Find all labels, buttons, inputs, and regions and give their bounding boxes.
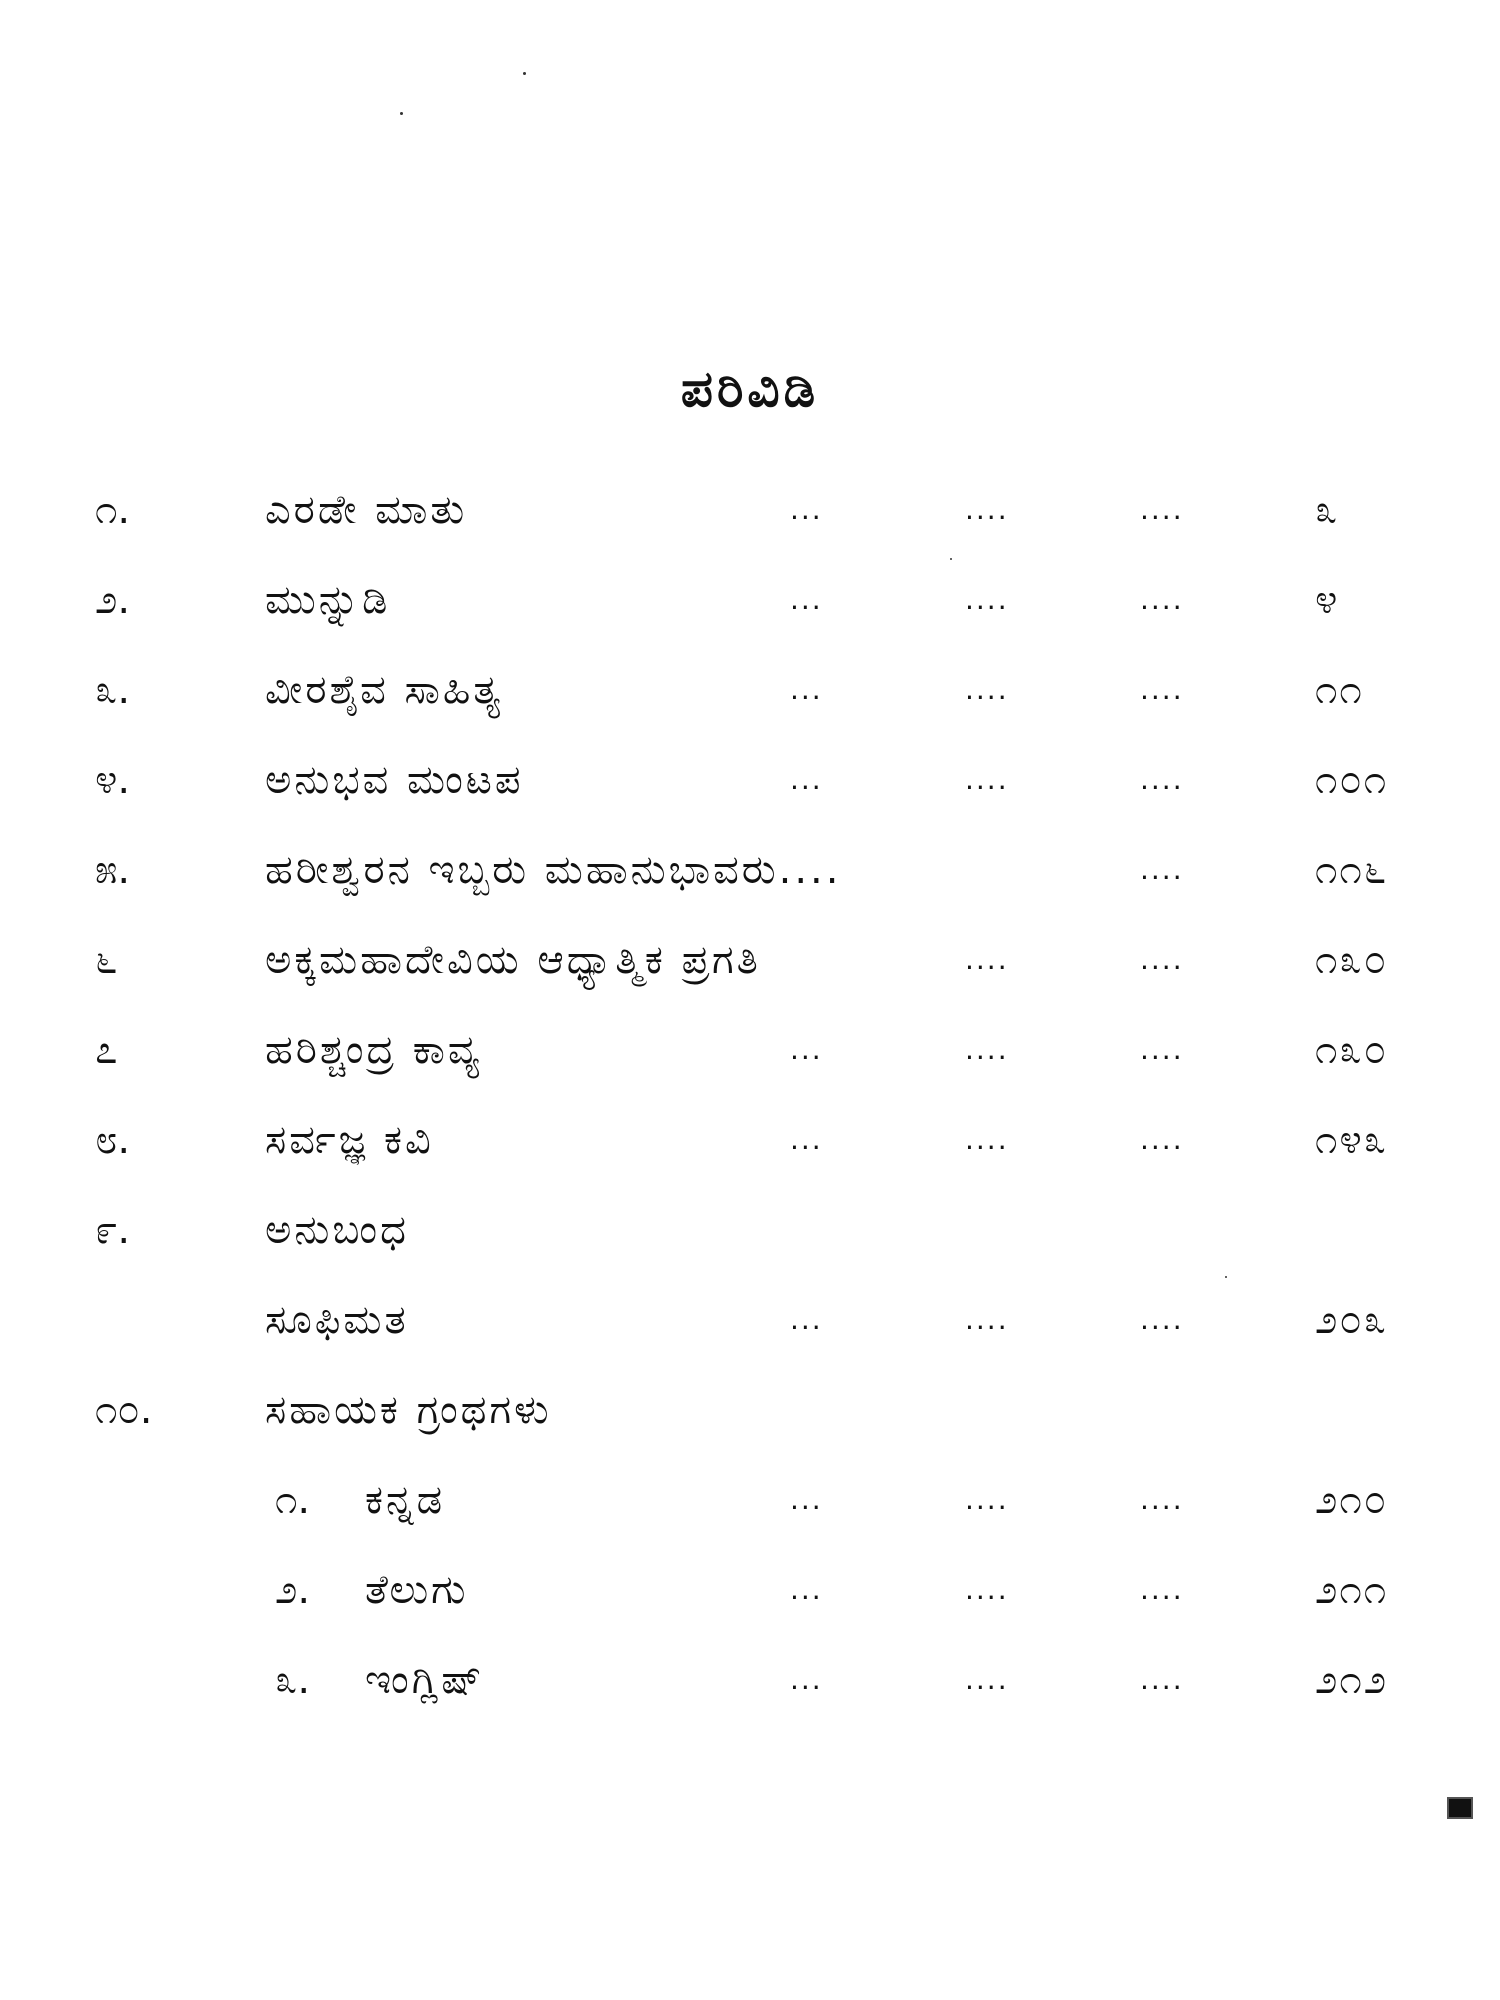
toc-sub-entry: [0, 1470, 1500, 1530]
entry-number: ೫.: [95, 847, 131, 893]
toc-entry: [0, 660, 1500, 720]
entry-title: ಅನುಬಂಧ: [265, 1207, 409, 1253]
entry-title: ಹರಿಶ್ಚಂದ್ರ ಕಾವ್ಯ: [265, 1027, 483, 1073]
entry-page-number: ೩: [1315, 487, 1340, 533]
leader-dots: ....: [965, 1303, 1009, 1336]
leader-dots: ....: [965, 1663, 1009, 1696]
sub-entry-number: ೧.: [275, 1477, 311, 1523]
toc-entry: [0, 840, 1500, 900]
leader-dots: ....: [965, 763, 1009, 796]
leader-dots: ....: [1140, 583, 1184, 616]
leader-dots: ....: [1140, 493, 1184, 526]
entry-page-number: ೪: [1315, 577, 1340, 623]
scan-speck: [950, 558, 952, 560]
entry-page-number: ೧೩೦: [1315, 1027, 1389, 1073]
entry-page-number: ೨೧೦: [1315, 1477, 1389, 1523]
toc-entry: [0, 1380, 1500, 1440]
toc-entry: [0, 1110, 1500, 1170]
sub-entry-title: ಕನ್ನಡ: [365, 1477, 446, 1523]
scan-speck: [400, 112, 403, 115]
leader-dots: ....: [965, 1033, 1009, 1066]
leader-dots: ...: [790, 763, 823, 796]
leader-dots: ...: [790, 1573, 823, 1606]
leader-dots: ....: [1140, 853, 1184, 886]
sub-entry-title: ತೆಲುಗು: [365, 1567, 469, 1613]
entry-page-number: ೧೩೦: [1315, 937, 1389, 983]
entry-title: ಹರೀಶ್ವರನ ಇಬ್ಬರು ಮಹಾನುಭಾವರು....: [265, 847, 842, 893]
leader-dots: ....: [1140, 1483, 1184, 1516]
leader-dots: ...: [790, 673, 823, 706]
toc-entry: [0, 750, 1500, 810]
leader-dots: ...: [790, 1483, 823, 1516]
leader-dots: ...: [790, 1123, 823, 1156]
toc-entry: [0, 480, 1500, 540]
leader-dots: ...: [790, 583, 823, 616]
entry-title: ವೀರಶೈವ ಸಾಹಿತ್ಯ: [265, 667, 504, 713]
leader-dots: ....: [965, 1573, 1009, 1606]
entry-number: ೩.: [95, 667, 131, 713]
entry-page-number: ೨೦೩: [1315, 1297, 1389, 1343]
toc-sub-entry: [0, 1650, 1500, 1710]
entry-page-number: ೧೦೧: [1315, 757, 1389, 803]
leader-dots: ....: [1140, 1123, 1184, 1156]
leader-dots: ....: [965, 943, 1009, 976]
leader-dots: ....: [1140, 673, 1184, 706]
sub-entry-number: ೩.: [275, 1657, 311, 1703]
toc-sub-entry: [0, 1560, 1500, 1620]
entry-number: ೭: [95, 1027, 118, 1073]
leader-dots: ...: [790, 1033, 823, 1066]
leader-dots: ....: [965, 493, 1009, 526]
leader-dots: ....: [1140, 763, 1184, 796]
leader-dots: ....: [1140, 1303, 1184, 1336]
toc-entry: [0, 1290, 1500, 1350]
entry-title: ಅನುಭವ ಮಂಟಪ: [265, 757, 524, 803]
entry-number: ೮.: [95, 1117, 131, 1163]
entry-title: ಸೂಫಿಮತ: [265, 1297, 409, 1343]
toc-entry: [0, 930, 1500, 990]
leader-dots: ....: [1140, 943, 1184, 976]
scan-speck: [1225, 1276, 1227, 1278]
leader-dots: ....: [965, 673, 1009, 706]
scan-speck: [523, 72, 526, 75]
entry-page-number: ೧೧: [1315, 667, 1364, 713]
entry-number: ೪.: [95, 757, 131, 803]
entry-page-number: ೧೧೬: [1315, 847, 1389, 893]
leader-dots: ....: [1140, 1033, 1184, 1066]
scan-marker-square: [1447, 1797, 1473, 1819]
leader-dots: ....: [965, 1483, 1009, 1516]
sub-entry-title: ಇಂಗ್ಲಿಷ್: [365, 1657, 485, 1703]
page-title: ಪರಿವಿಡಿ: [680, 360, 820, 418]
toc-entry: [0, 570, 1500, 630]
entry-title: ಎರಡೇ ಮಾತು: [265, 487, 468, 533]
entry-title: ಸರ್ವಜ್ಞ ಕವಿ: [265, 1117, 434, 1163]
entry-number: ೬: [95, 937, 118, 983]
entry-number: ೯.: [95, 1207, 131, 1253]
entry-number: ೧೦.: [95, 1387, 153, 1433]
entry-page-number: ೨೧೧: [1315, 1567, 1389, 1613]
leader-dots: ....: [965, 583, 1009, 616]
leader-dots: ....: [965, 1123, 1009, 1156]
entry-page-number: ೧೪೩: [1315, 1117, 1389, 1163]
entry-number: ೧.: [95, 487, 131, 533]
entry-page-number: ೨೧೨: [1315, 1657, 1389, 1703]
leader-dots: ....: [1140, 1573, 1184, 1606]
leader-dots: ....: [1140, 1663, 1184, 1696]
entry-number: ೨.: [95, 577, 131, 623]
leader-dots: ...: [790, 1663, 823, 1696]
leader-dots: ...: [790, 493, 823, 526]
leader-dots: ...: [790, 1303, 823, 1336]
sub-entry-number: ೨.: [275, 1567, 311, 1613]
toc-entry: [0, 1200, 1500, 1260]
entry-title: ಮುನ್ನುಡಿ: [265, 577, 391, 623]
entry-title: ಸಹಾಯಕ ಗ್ರಂಥಗಳು: [265, 1387, 552, 1433]
entry-title: ಅಕ್ಕಮಹಾದೇವಿಯ ಆಧ್ಯಾತ್ಮಿಕ ಪ್ರಗತಿ: [265, 937, 761, 983]
toc-entry: [0, 1020, 1500, 1080]
